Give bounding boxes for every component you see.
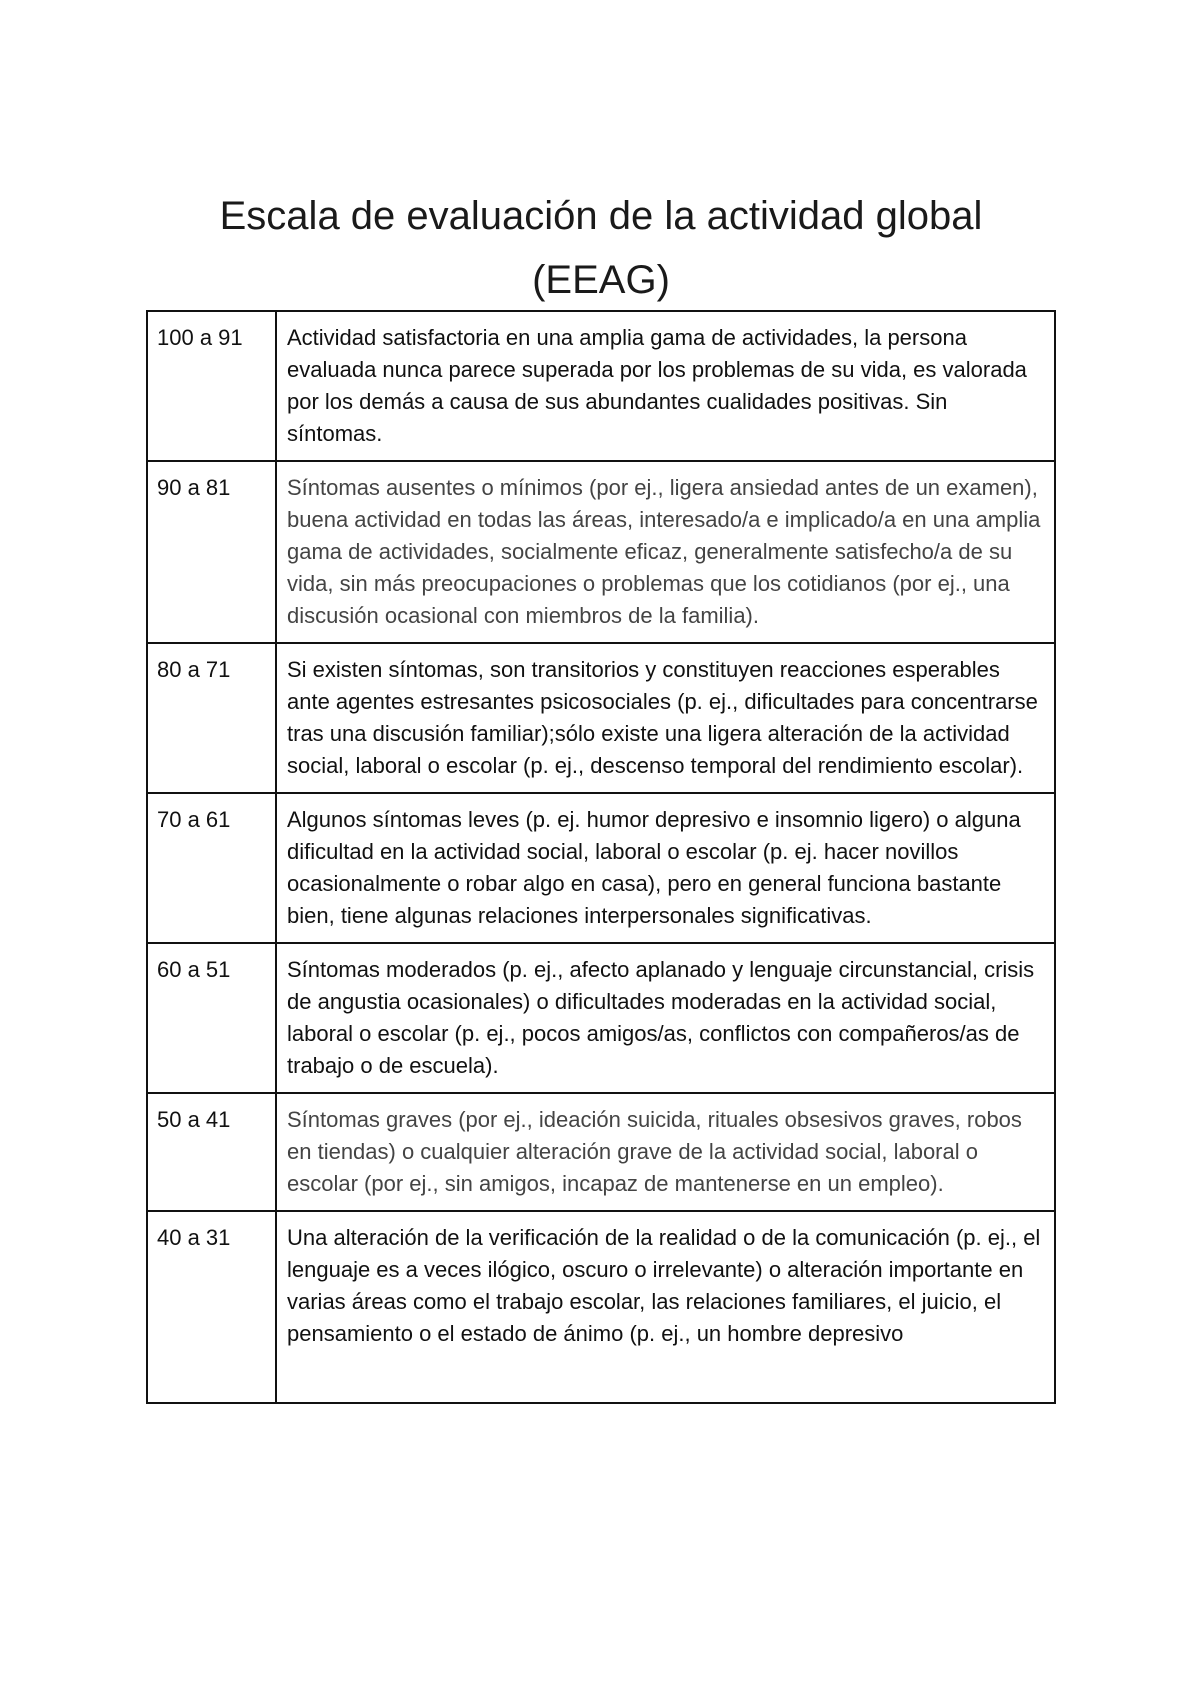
score-range: 100 a 91 [147,311,276,461]
score-description: Síntomas ausentes o mínimos (por ej., ligera ansiedad antes de un examen), buena actividad en todas las áreas, interesado/a e implicado/a en una amplia gama de actividades, socialmente eficaz, generalmente satisfecho/a de su vida, sin más preocupaciones o problemas que los cotidianos (por ej., una discusión ocasional con miembros de la familia). [276,461,1055,643]
score-description: Algunos síntomas leves (p. ej. humor depresivo e insomnio ligero) o alguna dificultad en la actividad social, laboral o escolar (p. ej. hacer novillos ocasionalmente o robar algo en casa), pero en general funciona bastante bien, tiene algunas relaciones interpersonales significativas. [276,793,1055,943]
page-title: Escala de evaluación de la actividad global (EEAG) [219,194,983,302]
table-row [147,311,1055,461]
score-description: Si existen síntomas, son transitorios y constituyen reacciones esperables ante agentes estresantes psicosociales (p. ej., dificultades para concentrarse tras una discusión familiar);sólo existe una ligera alteración de la actividad social, laboral o escolar (p. ej., descenso temporal del rendimiento escolar). [276,643,1055,793]
eeag-table [146,310,1056,1404]
score-range: 50 a 41 [147,1093,276,1211]
score-range: 70 a 61 [147,793,276,943]
score-range: 40 a 31 [147,1211,276,1403]
score-description: Una alteración de la verificación de la realidad o de la comunicación (p. ej., el lenguaje es a veces ilógico, oscuro o irrelevante) o alteración importante en varias áreas como el trabajo escolar, las relaciones familiares, el juicio, el pensamiento o el estado de ánimo (p. ej., un hombre depresivo [276,1211,1055,1403]
score-description: Actividad satisfactoria en una amplia gama de actividades, la persona evaluada nunca parece superada por los problemas de su vida, es valorada por los demás a causa de sus abundantes cualidades positivas. Sin síntomas. [276,311,1055,461]
table-row [147,1211,1055,1403]
table-row [147,461,1055,643]
score-description: Síntomas moderados (p. ej., afecto aplanado y lenguaje circunstancial, crisis de angustia ocasionales) o dificultades moderadas en la actividad social, laboral o escolar (p. ej., pocos amigos/as, conflictos con compañeros/as de trabajo o de escuela). [276,943,1055,1093]
score-description: Síntomas graves (por ej., ideación suicida, rituales obsesivos graves, robos en tiendas) o cualquier alteración grave de la actividad social, laboral o escolar (por ej., sin amigos, incapaz de mantenerse en un empleo). [276,1093,1055,1211]
score-range: 60 a 51 [147,943,276,1093]
table-row [147,943,1055,1093]
score-range: 80 a 71 [147,643,276,793]
table-row [147,1093,1055,1211]
table-row [147,793,1055,943]
table-row [147,643,1055,793]
score-range: 90 a 81 [147,461,276,643]
